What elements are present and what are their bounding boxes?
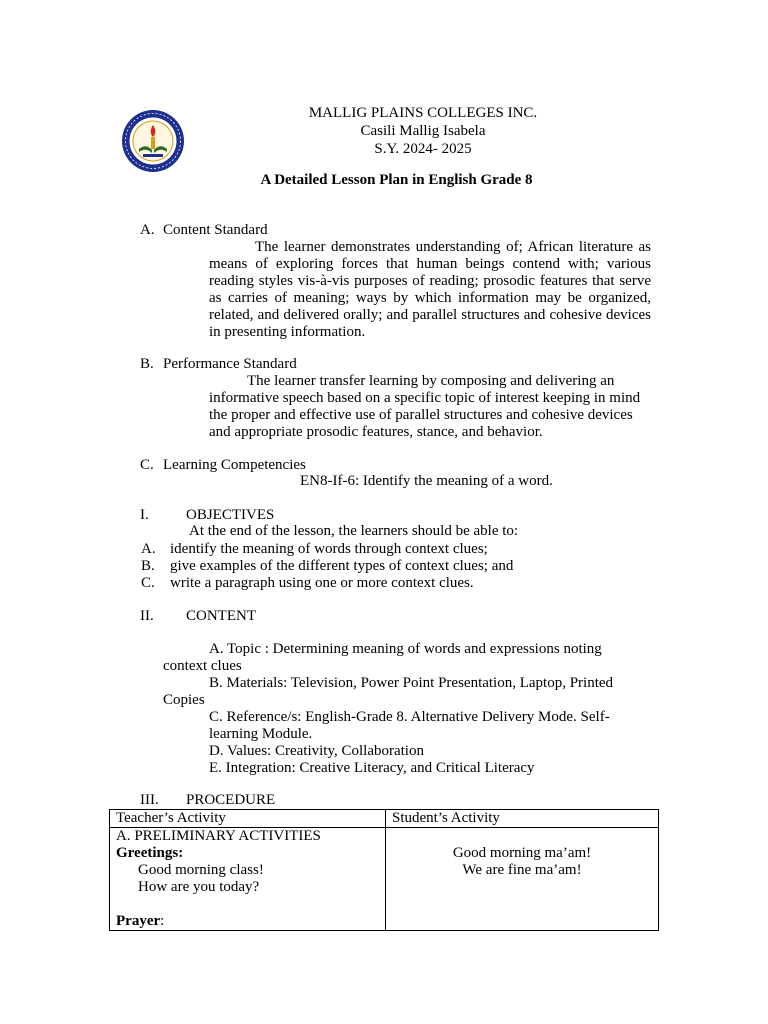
prayer-text: Prayer (116, 913, 161, 929)
teacher-line: How are you today? (138, 879, 260, 895)
teacher-line: Good morning class! (138, 862, 264, 878)
school-year: S.Y. 2024- 2025 (374, 141, 472, 157)
procedure-heading (140, 792, 275, 809)
list-item (141, 541, 513, 558)
list-item (141, 575, 513, 592)
section-letter: A. (140, 222, 155, 238)
item-text: give examples of the different types of context clues; and (170, 558, 514, 574)
student-line: Good morning ma’am! (452, 845, 592, 861)
content-materials: B. Materials: Television, Power Point Presentation, Laptop, Printed (209, 675, 614, 691)
content-integration: E. Integration: Creative Literacy, and Critical Literacy (209, 760, 535, 776)
item-text: write a paragraph using one or more context clues. (170, 575, 474, 591)
content-reference: C. Reference/s: English-Grade 8. Alternative Delivery Mode. Self- (209, 709, 610, 725)
student-activity-cell (386, 828, 659, 931)
student-line: We are fine ma’am! (462, 862, 582, 878)
performance-standard-heading (140, 356, 297, 373)
learning-competencies-heading (140, 457, 306, 474)
section-letter: B. (140, 356, 154, 372)
item-letter: A. (141, 541, 156, 557)
item-text: identify the meaning of words through context clues; (170, 541, 488, 557)
table-header-row (110, 810, 659, 828)
prayer-label (116, 913, 379, 930)
section-heading: Content Standard (163, 222, 268, 238)
heading-text: PROCEDURE (186, 792, 276, 808)
lesson-plan-title: A Detailed Lesson Plan in English Grade 8 (260, 172, 533, 188)
heading-text: OBJECTIVES (186, 507, 275, 523)
teacher-activity-cell (110, 828, 386, 931)
content-topic: A. Topic : Determining meaning of words and expressions noting (209, 641, 602, 657)
section-letter: C. (140, 457, 154, 473)
preliminary-activities: A. PRELIMINARY ACTIVITIES (116, 828, 321, 844)
content-topic-wrap: context clues (163, 658, 242, 674)
item-letter: C. (141, 575, 155, 591)
list-item (141, 558, 513, 575)
content-details (163, 641, 633, 777)
objectives-list (141, 541, 513, 592)
content-values: D. Values: Creativity, Collaboration (209, 743, 424, 759)
column-header-teacher: Teacher’s Activity (110, 810, 386, 828)
content-materials-wrap: Copies (163, 692, 205, 708)
greetings-label: Greetings: (116, 845, 184, 861)
performance-standard-text: The learner transfer learning by composing and delivering an informative speech based on a specific topic of interest keeping in mind the proper and effective use of parallel structures and cohesive devices and appropriate prosodic features, stance, and behavior. (209, 373, 641, 440)
student-lines (392, 828, 652, 879)
document-header (0, 104, 768, 158)
roman-numeral: II. (140, 608, 154, 624)
section-heading: Learning Competencies (163, 457, 306, 473)
learning-competency-text: EN8-If-6: Identify the meaning of a word. (300, 473, 553, 489)
section-heading: Performance Standard (163, 356, 297, 372)
prayer-colon: : (160, 913, 165, 929)
heading-text: CONTENT (186, 608, 256, 624)
school-address: Casili Mallig Isabela (360, 123, 486, 139)
content-standard-heading (140, 222, 268, 239)
roman-numeral: III. (140, 792, 159, 808)
objectives-heading (140, 507, 274, 524)
content-standard-text: The learner demonstrates understanding of; African literature as means of exploring forces that human beings contend with; various reading styles vis-à-vis purposes of reading; prosodic features that serve as carries of meaning; ways by which information may be organized, related, and delivered orally; and parallel structures and cohesive devices in presenting information. (209, 239, 651, 340)
school-name: MALLIG PLAINS COLLEGES INC. (308, 105, 538, 121)
column-header-student: Student’s Activity (386, 810, 659, 828)
roman-numeral: I. (140, 507, 149, 523)
item-letter: B. (141, 558, 155, 574)
content-heading (140, 608, 256, 625)
procedure-table (109, 809, 659, 931)
objectives-intro: At the end of the lesson, the learners should be able to: (189, 523, 519, 539)
content-reference-wrap: learning Module. (209, 726, 313, 742)
table-row (110, 828, 659, 931)
